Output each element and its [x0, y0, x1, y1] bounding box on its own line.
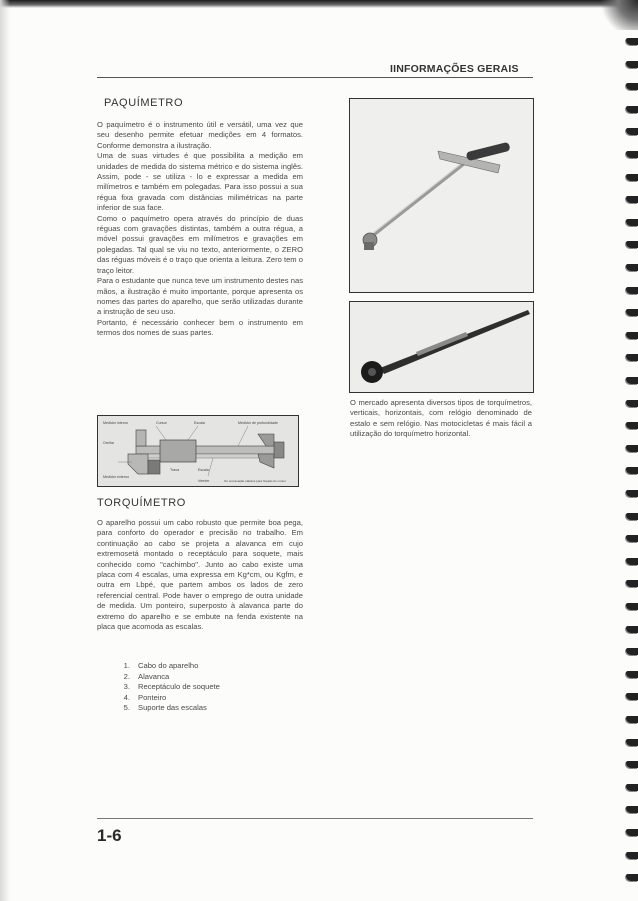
- torquimetro-parts-list: [116, 661, 220, 714]
- caliper-label: Trava: [170, 468, 180, 472]
- list-item: [116, 693, 220, 704]
- caliper-label: Cursor: [156, 421, 167, 425]
- binding-ring: [626, 671, 638, 678]
- binding-ring: [626, 716, 638, 723]
- paquimetro-paragraph: Uma de suas virtudes é que possibilita a medição em unidades de medida do sistema métrico e do sistema inglês. Assim, pode - se utiliza - lo e expressar a medida em milímetros e também em polegadas. Para isso possui a sua régua fixa gravada com distâncias milimétricas na parte inferior de sua face.: [97, 151, 303, 213]
- binding-ring: [626, 513, 638, 520]
- binding-ring: [626, 264, 638, 271]
- caliper-illustration: [97, 415, 299, 487]
- list-label: Ponteiro: [138, 692, 167, 702]
- vertical-torque-wrench-drawing: [350, 99, 533, 292]
- binding-ring: [626, 626, 638, 633]
- section-header: IINFORMAÇÕES GERAIS: [390, 63, 519, 75]
- binding-ring: [626, 61, 638, 68]
- spiral-binding: [622, 30, 638, 901]
- list-item: [116, 682, 220, 693]
- binding-ring: [626, 400, 638, 407]
- binding-ring: [626, 806, 638, 813]
- list-label: Suporte das escalas: [138, 703, 207, 713]
- caliper-label: Vernier: [198, 479, 210, 483]
- binding-ring: [626, 354, 638, 361]
- binding-ring: [626, 739, 638, 746]
- paquimetro-paragraph: O paquímetro é o instrumento útil e versátil, uma vez que seu desenho permite efetuar medições em 4 formatos. Conforme demonstra a ilustração.: [97, 120, 303, 150]
- binding-ring: [626, 603, 638, 610]
- binding-ring: [626, 38, 638, 45]
- binding-ring: [626, 196, 638, 203]
- horizontal-torque-wrench-drawing: [350, 302, 533, 392]
- vertical-torque-wrench-photo: [349, 98, 534, 293]
- caliper-label: Orelha: [103, 441, 114, 445]
- scan-corner-shadow: [598, 0, 638, 30]
- binding-ring: [626, 128, 638, 135]
- list-number: 1.: [123, 661, 130, 670]
- paquimetro-paragraph: Para o estudante que nunca teve um instrumento destes nas mãos, a ilustração é muito importante, porque apresenta os nomes das partes do aparelho, que serão utilizadas durante a instrução de seu uso.: [97, 276, 303, 317]
- header-divider: [97, 77, 533, 78]
- caliper-label: Medidor interno: [103, 421, 128, 425]
- binding-ring: [626, 174, 638, 181]
- list-item: [116, 672, 220, 683]
- binding-ring: [626, 852, 638, 859]
- binding-ring: [626, 648, 638, 655]
- paquimetro-paragraph: Como o paquímetro opera através do princípio de duas réguas com gravações distintas, também a outra régua, a móvel possui gravações em milímetros e gravações em polegadas. Tal qual se viu no texto, anteriormente, o ZERO das réguas móveis é o traço que orienta a leitura. Zero tem o traço leitor.: [97, 213, 303, 275]
- binding-ring: [626, 332, 638, 339]
- list-item: [116, 661, 220, 672]
- caliper-drawing: [98, 416, 298, 486]
- binding-ring: [626, 83, 638, 90]
- torquimetro-paragraph: O aparelho possui um cabo robusto que permite boa pega, para conforto do operador e precisão no trabalho. Em continuação ao cabo se projeta a alavanca em cujo extremosetá montado o receptáculo para soquete, mais conhecido como "cachimbo". Junto ao cabo existe uma placa com 4 escalas, uma expressa em Kg*cm, ou Kgfm, e outra em Lbpé, que partem ambos os lados de zero referencial central. Pode haver o emprego de outra unidade de medida. Um ponteiro, superposto à alavanca parte do extremo do aparelho e se embute na fenda existente na placa que acomoda as escalas.: [97, 518, 303, 632]
- paquimetro-title: PAQUÍMETRO: [104, 97, 184, 109]
- binding-ring: [626, 106, 638, 113]
- paquimetro-paragraph: Portanto, é necessário conhecer bem o instrumento em termos dos nomes de suas partes.: [97, 317, 303, 338]
- list-number: 3.: [123, 682, 130, 692]
- binding-ring: [626, 377, 638, 384]
- caliper-label: Escala: [198, 468, 209, 472]
- horizontal-torque-wrench-photo: [349, 301, 534, 393]
- binding-ring: [626, 874, 638, 881]
- binding-ring: [626, 490, 638, 497]
- binding-ring: [626, 309, 638, 316]
- binding-ring: [626, 287, 638, 294]
- binding-ring: [626, 467, 638, 474]
- binding-ring: [626, 558, 638, 565]
- footer-divider: [97, 818, 533, 819]
- torquimetro-title: TORQUÍMETRO: [97, 497, 186, 509]
- binding-ring: [626, 761, 638, 768]
- list-label: Alavanca: [138, 671, 170, 681]
- list-number: 5.: [123, 703, 130, 713]
- binding-ring: [626, 445, 638, 452]
- binding-ring: [626, 241, 638, 248]
- binding-ring: [626, 422, 638, 429]
- list-label: Receptáculo de soquete: [138, 682, 220, 692]
- caliper-label: Ou encravação elástica para fixação do cursor: [224, 479, 286, 483]
- binding-ring: [626, 580, 638, 587]
- binding-ring: [626, 829, 638, 836]
- binding-ring: [626, 784, 638, 791]
- caliper-label: Escala: [194, 421, 205, 425]
- scan-shadow-left: [0, 0, 10, 901]
- binding-ring: [626, 535, 638, 542]
- page-number: 1-6: [97, 826, 122, 845]
- torquimetro-body: [97, 518, 303, 632]
- list-number: 4.: [123, 692, 130, 702]
- caliper-label: Medidor externo: [103, 475, 129, 479]
- binding-ring: [626, 693, 638, 700]
- paquimetro-body: [97, 120, 303, 339]
- binding-ring: [626, 151, 638, 158]
- caliper-label: Medidor de profundidade: [238, 421, 278, 425]
- list-label: Cabo do aparelho: [138, 661, 199, 670]
- list-number: 2.: [123, 671, 130, 681]
- binding-ring: [626, 219, 638, 226]
- list-item: [116, 703, 220, 714]
- scan-shadow-top: [0, 0, 638, 8]
- torque-wrench-caption: O mercado apresenta diversos tipos de torquímetros, verticais, horizontais, com relógio denominado de estalo e sem relógio. Nas motocicletas é mais fácil a utilização do torquímetro horizontal.: [350, 398, 532, 439]
